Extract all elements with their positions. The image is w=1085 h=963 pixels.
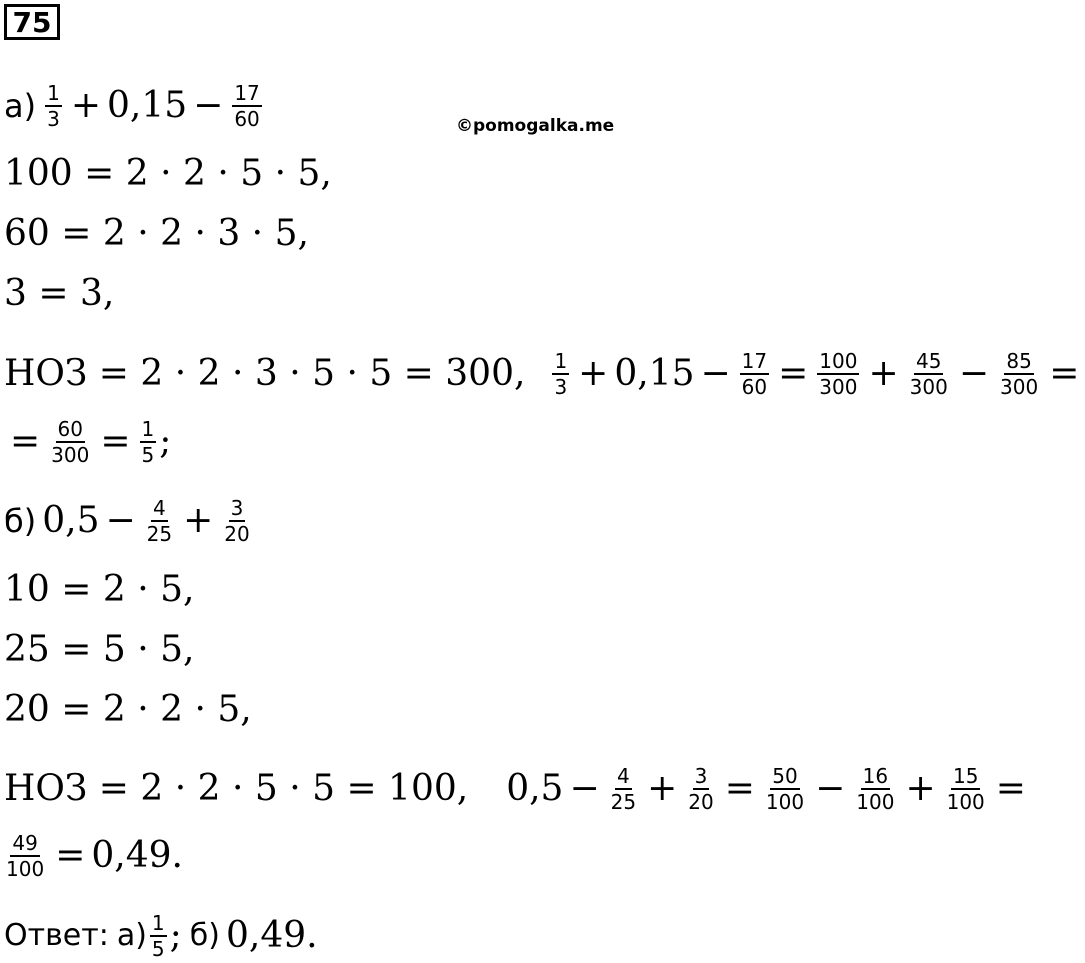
fraction: $\frac{100}{300}$ [819, 349, 858, 399]
part-b-expression: б) 0,5 − $\frac{4}{25}$ + $\frac{3}{20}$ [4, 496, 250, 546]
fraction: $\frac{1}{5}$ [141, 417, 155, 467]
task-number-box [4, 4, 60, 40]
answer-line: Ответ: а) $\frac{1}{5}$ ; б) 0,49. [4, 911, 318, 961]
factorization-line: 25 = 5 · 5, [4, 629, 195, 670]
fraction: $\frac{45}{300}$ [909, 349, 948, 399]
fraction: $\frac{1}{3}$ [554, 349, 568, 399]
task-number: 75 [12, 5, 52, 39]
lcm-text: НОЗ = 2 · 2 · 5 · 5 = 100, [4, 768, 469, 809]
fraction: $\frac{3}{20}$ [224, 496, 250, 546]
fraction: $\frac{17}{60}$ [234, 81, 260, 131]
fraction: $\frac{4}{25}$ [610, 764, 637, 814]
part-a-lcm-line: НОЗ = 2 · 2 · 3 · 5 · 5 = 300, $\frac{1}{3}$ + 0,15 − $\frac{17}{60}$ = $\frac{100}{300}$ + $\frac{45}{300}$ − $\frac{85}{300}$ = [4, 349, 1080, 399]
fraction: $\frac{85}{300}$ [1000, 349, 1039, 399]
fraction: $\frac{15}{100}$ [946, 764, 985, 814]
fraction: $\frac{3}{20}$ [688, 764, 714, 814]
fraction: $\frac{1}{5}$ [151, 911, 165, 961]
part-a-result-line: = $\frac{60}{300}$ = $\frac{1}{5}$ ; [10, 417, 172, 467]
part-a-expression: а) $\frac{1}{3}$ + 0,15 − $\frac{17}{60}$ [4, 81, 260, 131]
factorization-line: 10 = 2 · 5, [4, 569, 195, 610]
factorization-line: 100 = 2 · 2 · 5 · 5, [4, 153, 332, 194]
factorization-line: 3 = 3, [4, 273, 115, 314]
part-a-label: а) [4, 87, 37, 125]
part-b-result-line: $\frac{49}{100}$ = 0,49. [6, 831, 183, 881]
factorization-line: 60 = 2 · 2 · 3 · 5, [4, 213, 309, 254]
fraction: $\frac{49}{100}$ [6, 831, 45, 881]
fraction: $\frac{17}{60}$ [741, 349, 768, 399]
lcm-text: НОЗ = 2 · 2 · 3 · 5 · 5 = 300, [4, 353, 526, 394]
fraction: $\frac{50}{100}$ [765, 764, 805, 814]
fraction: $\frac{1}{3}$ [47, 81, 60, 131]
fraction: $\frac{16}{100}$ [856, 764, 895, 814]
watermark: ©pomogalka.me [456, 116, 615, 136]
fraction: $\frac{60}{300}$ [51, 417, 90, 467]
part-b-label: б) [4, 502, 37, 540]
answer-label: Ответ: [4, 918, 109, 953]
part-b-lcm-line: НОЗ = 2 · 2 · 5 · 5 = 100, 0,5 − $\frac{4}{25}$ + $\frac{3}{20}$ = $\frac{50}{100}$ − $\frac{16}{100}$ + $\frac{15}{100}$ = [4, 764, 1026, 814]
fraction: $\frac{4}{25}$ [146, 496, 173, 546]
factorization-line: 20 = 2 · 2 · 5, [4, 689, 252, 730]
